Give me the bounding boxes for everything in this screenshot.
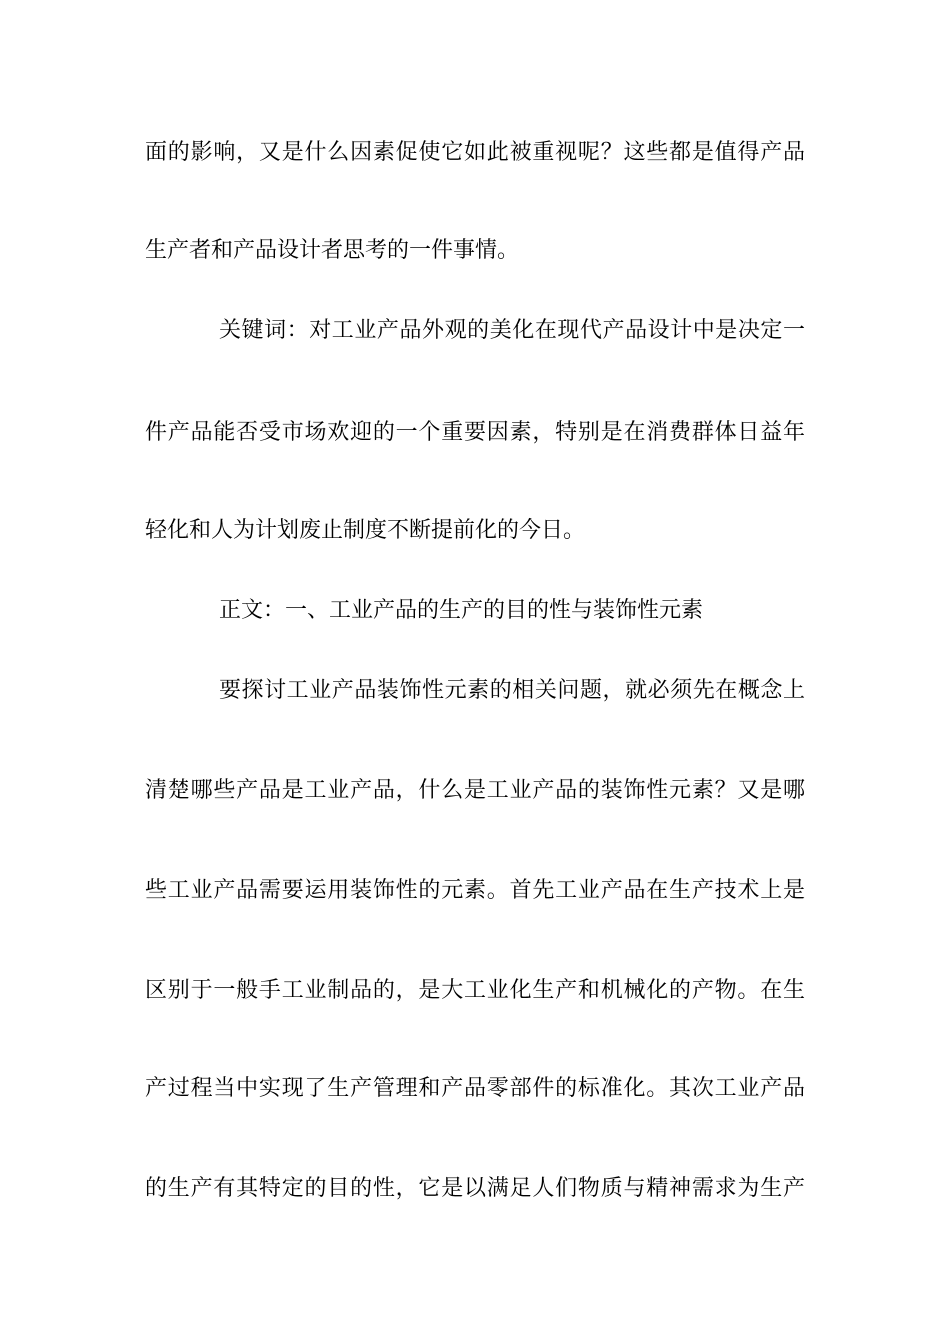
keywords-line: 关键词：对工业产品外观的美化在现代产品设计中是决定一 [219,318,805,343]
paragraph-line: 清楚哪些产品是工业产品，什么是工业产品的装饰性元素？又是哪 [145,778,805,803]
paragraph-line: 面的影响，又是什么因素促使它如此被重视呢？这些都是值得产品 [145,140,805,165]
section-heading: 正文：一、工业产品的生产的目的性与装饰性元素 [219,598,704,623]
paragraph-line: 些工业产品需要运用装饰性的元素。首先工业产品在生产技术上是 [145,878,805,903]
paragraph-line: 轻化和人为计划废止制度不断提前化的今日。 [145,518,586,543]
paragraph-line: 的生产有其特定的目的性，它是以满足人们物质与精神需求为生产 [145,1176,805,1201]
paragraph-line: 区别于一般手工业制品的，是大工业化生产和机械化的产物。在生 [145,978,805,1003]
paragraph-line: 生产者和产品设计者思考的一件事情。 [145,238,520,263]
paragraph-line: 产过程当中实现了生产管理和产品零部件的标准化。其次工业产品 [145,1076,805,1101]
paragraph-line: 要探讨工业产品装饰性元素的相关问题，就必须先在概念上 [219,678,805,703]
paragraph-line: 件产品能否受市场欢迎的一个重要因素，特别是在消费群体日益年 [145,420,805,445]
